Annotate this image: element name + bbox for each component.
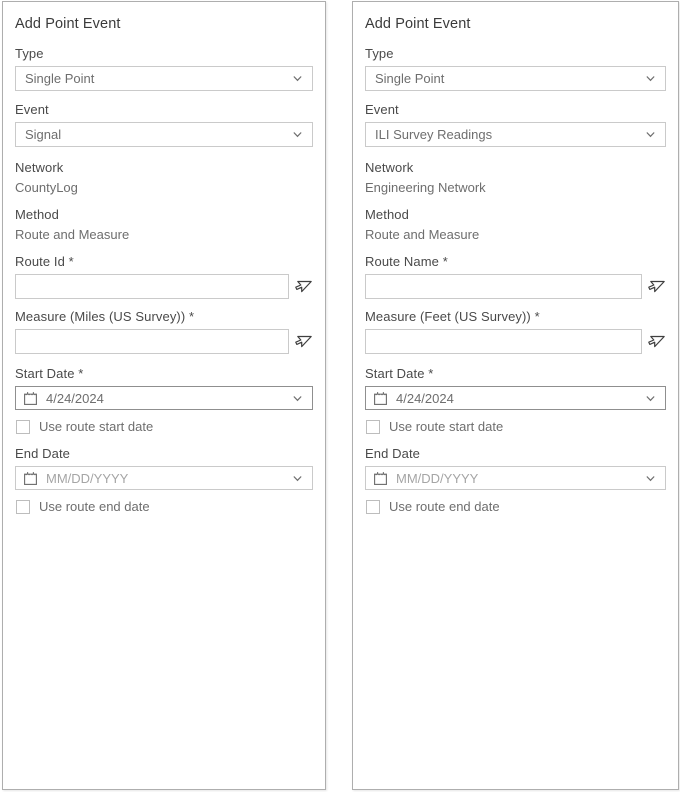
type-label: Type [15,46,44,61]
start-date-value: 4/24/2024 [46,390,104,406]
type-label: Type [365,46,394,61]
start-date-picker[interactable] [15,386,313,410]
end-date-picker[interactable] [15,466,313,490]
event-select-value: Signal [25,127,62,142]
type-select-value: Single Point [25,71,95,86]
map-pick-arrow-icon[interactable] [294,332,313,351]
chevron-down-icon [645,473,656,484]
event-label: Event [365,102,399,117]
use-route-start-date-checkbox[interactable] [16,419,313,434]
network-label: Network [365,160,414,175]
start-date-picker[interactable] [365,386,666,410]
network-value: CountyLog [15,180,78,195]
chevron-down-icon [292,129,303,140]
use-route-end-date-checkbox[interactable] [366,499,666,514]
method-value: Route and Measure [15,227,130,242]
method-label: Method [365,207,409,222]
chevron-down-icon [645,129,656,140]
measure-input[interactable] [365,329,642,354]
route-name-label: Route Name * [365,254,448,269]
checkbox-unchecked-icon [366,420,380,434]
event-select[interactable] [15,122,313,147]
start-date-label: Start Date * [365,366,434,381]
end-date-picker[interactable] [365,466,666,490]
checkbox-unchecked-icon [366,500,380,514]
measure-input[interactable] [15,329,289,354]
use-route-start-date-label: Use route start date [39,419,154,434]
use-route-end-date-label: Use route end date [39,499,150,514]
checkbox-unchecked-icon [16,500,30,514]
map-pick-arrow-icon[interactable] [294,277,313,296]
end-date-label: End Date [365,446,421,461]
measure-label: Measure (Feet (US Survey)) * [365,309,540,324]
calendar-icon [373,471,388,486]
type-select[interactable] [15,66,313,91]
map-pick-arrow-icon[interactable] [647,332,666,351]
end-date-label: End Date [15,446,71,461]
use-route-start-date-label: Use route start date [389,419,504,434]
use-route-end-date-checkbox[interactable] [16,499,313,514]
route-id-label: Route Id * [15,254,74,269]
chevron-down-icon [645,393,656,404]
type-select[interactable] [365,66,666,91]
event-select[interactable] [365,122,666,147]
network-label: Network [15,160,64,175]
event-select-value: ILI Survey Readings [375,127,493,142]
start-date-label: Start Date * [15,366,84,381]
use-route-start-date-checkbox[interactable] [366,419,666,434]
chevron-down-icon [292,393,303,404]
route-name-input[interactable] [365,274,642,299]
chevron-down-icon [292,73,303,84]
map-pick-arrow-icon[interactable] [647,277,666,296]
network-value: Engineering Network [365,180,486,195]
calendar-icon [23,391,38,406]
method-value: Route and Measure [365,227,480,242]
route-id-input[interactable] [15,274,289,299]
use-route-end-date-label: Use route end date [389,499,500,514]
method-label: Method [15,207,59,222]
panel-title: Add Point Event [365,16,471,32]
calendar-icon [373,391,388,406]
measure-label: Measure (Miles (US Survey)) * [15,309,195,324]
chevron-down-icon [645,73,656,84]
add-point-event-panel-left [2,1,326,790]
chevron-down-icon [292,473,303,484]
start-date-value: 4/24/2024 [396,390,454,406]
type-select-value: Single Point [375,71,445,86]
checkbox-unchecked-icon [16,420,30,434]
add-point-event-panel-right [352,1,679,790]
panel-title: Add Point Event [15,16,121,32]
end-date-placeholder: MM/DD/YYYY [46,470,129,486]
calendar-icon [23,471,38,486]
end-date-placeholder: MM/DD/YYYY [396,470,479,486]
event-label: Event [15,102,49,117]
